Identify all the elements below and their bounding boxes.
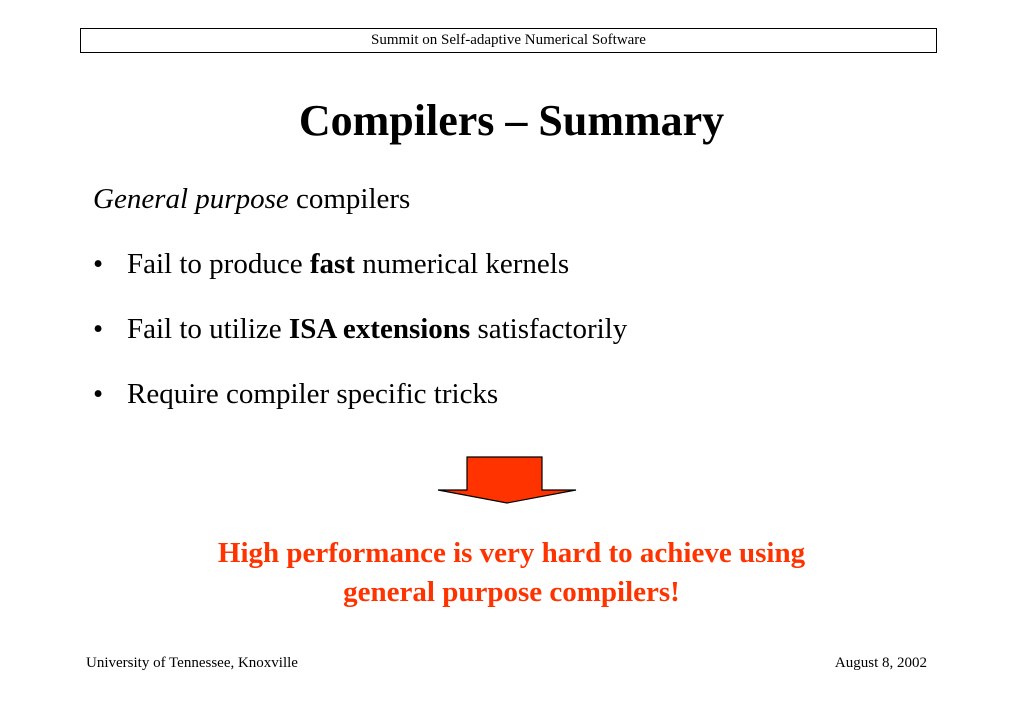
bullet-icon: • — [93, 313, 104, 345]
down-arrow-icon — [437, 456, 577, 504]
intro-italic: General purpose — [93, 183, 289, 215]
conclusion-line-2: general purpose compilers! — [343, 576, 680, 608]
bullet-text: Require compiler specific tricks — [127, 378, 499, 410]
intro-rest: compilers — [288, 183, 411, 215]
footer-date: August 8, 2002 — [834, 655, 927, 671]
bullet-bold-text: fast — [309, 248, 355, 280]
bullet-item — [93, 310, 627, 348]
bullet-icon: • — [93, 378, 104, 410]
bullet-item — [93, 245, 627, 283]
bullet-item — [93, 375, 627, 413]
header-box — [80, 28, 937, 53]
bullet-list — [93, 245, 627, 440]
bullet-icon: • — [93, 248, 104, 280]
header-text: Summit on Self-adaptive Numerical Software — [371, 32, 646, 48]
bullet-text: Fail to utilize — [127, 313, 289, 345]
conclusion-line-1: High performance is very hard to achieve using — [217, 537, 806, 569]
conclusion-text — [0, 534, 1023, 612]
bullet-text-tail: satisfactorily — [470, 313, 628, 345]
intro-line — [93, 180, 410, 218]
slide-title: Compilers – Summary — [298, 96, 725, 145]
bullet-bold-text: ISA extensions — [288, 313, 471, 345]
footer-institution: University of Tennessee, Knoxville — [86, 655, 298, 671]
bullet-text: Fail to produce — [127, 248, 310, 280]
bullet-text-tail: numerical kernels — [354, 248, 570, 280]
